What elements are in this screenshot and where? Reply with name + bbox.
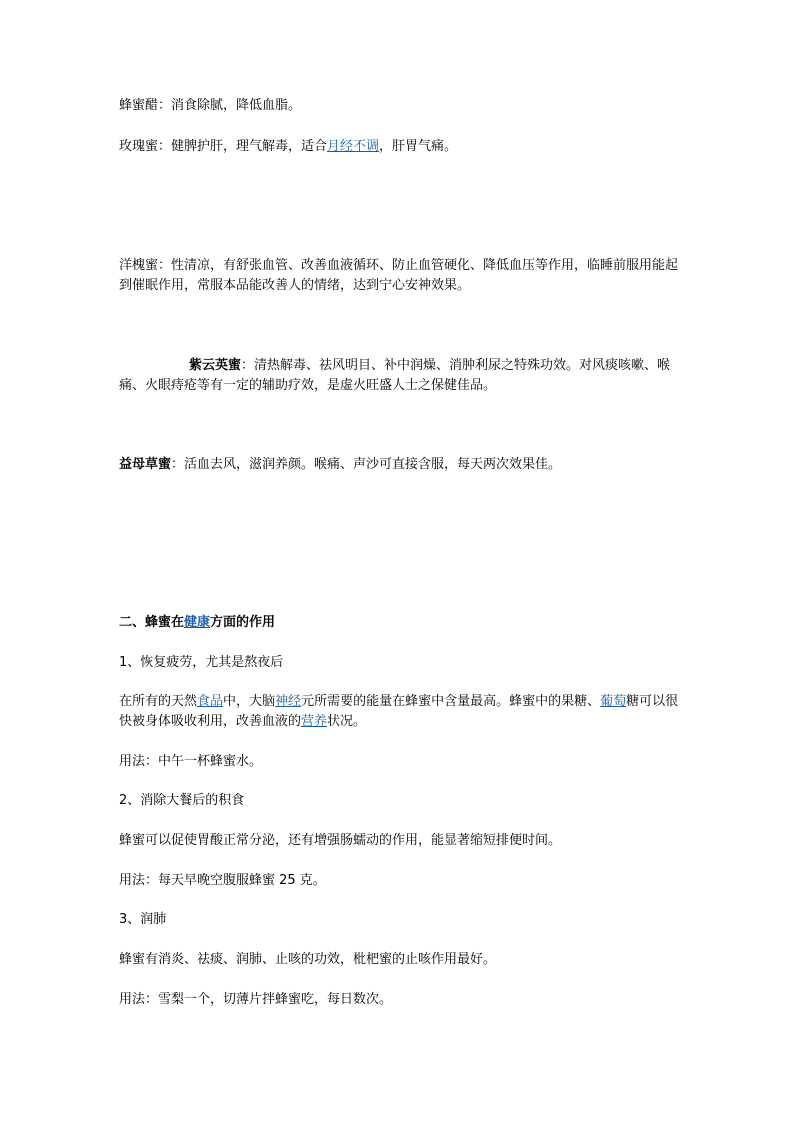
link-yuejing[interactable]: 月经不调 [327,139,380,154]
section-heading [119,613,679,633]
paragraph-ziyunying [119,356,679,396]
paragraph-meigui [119,137,679,157]
item-text: ：健脾护肝，理气解毒，适合 [158,139,328,154]
body-text: 在所有的天然 [119,694,198,709]
item-label: 益母草蜜 [119,457,172,472]
paragraph-fengmicu [119,96,679,116]
link-yingyang[interactable]: 营养 [301,714,328,729]
paragraph-yanghuai [119,256,679,296]
subsection-title-2: 2、消除大餐后的积食 [119,793,245,808]
link-putao[interactable]: 葡萄 [600,694,627,709]
item-text: ：消食除腻，降低血脂。 [158,98,302,113]
body-text: 糖可以很快被身体吸收利用，改善血液的 [119,694,679,729]
body-text: 元所需要的能量在蜂蜜中含量最高。蜂蜜中的果糖、 [301,694,601,709]
heading-text: 方面的作用 [210,615,276,630]
usage-3: 用法：雪梨一个，切薄片拌蜂蜜吃，每日数次。 [119,992,393,1007]
paragraph-lung: 蜂蜜有消炎、祛痰、润肺、止咳的功效，枇杷蜜的止咳作用最好。 [119,952,497,967]
paragraph-yimucao [119,455,679,475]
item-label: 洋槐蜜 [119,258,159,273]
subsection-title-3: 3、润肺 [119,912,167,927]
heading-text: 二、蜂蜜在 [119,615,185,630]
item-text: ：性清凉，有舒张血管、改善血液循环、防止血管硬化、降低血压等作用，临睡前服用能起到催眠作用，常服本品能改善人的情绪，达到宁心安神效果。 [119,258,679,293]
usage-2: 用法：每天早晚空腹服蜂蜜 25 克。 [119,873,326,888]
paragraph-energy [119,692,679,732]
usage-1: 用法：中午一杯蜂蜜水。 [119,754,263,769]
subsection-title-1: 1、恢复疲劳，尤其是熬夜后 [119,655,284,670]
link-jiankang[interactable]: 健康 [184,615,211,630]
body-text: 状况。 [327,714,367,729]
item-text: ，肝胃气痛。 [379,139,458,154]
link-shenjing[interactable]: 神经 [275,694,302,709]
link-shipin[interactable]: 食品 [197,694,224,709]
item-label: 玫瑰蜜 [119,139,159,154]
item-text: ：活血去风，滋润养颜。喉痛、声沙可直接含服，每天两次效果佳。 [171,457,562,472]
paragraph-digestion: 蜂蜜可以促使胃酸正常分泌，还有增强肠蠕动的作用，能显著缩短排便时间。 [119,833,562,848]
item-label: 蜂蜜醋 [119,98,159,113]
item-label: 紫云英蜜 [189,358,242,373]
body-text: 中，大脑 [223,694,276,709]
item-text: ：清热解毒、祛风明目、补中润燥、消肿利尿之特殊功效。对风痰咳嗽、喉痛、火眼痔疮等有一定的辅助疗效，是虚火旺盛人士之保健佳品。 [119,358,671,393]
